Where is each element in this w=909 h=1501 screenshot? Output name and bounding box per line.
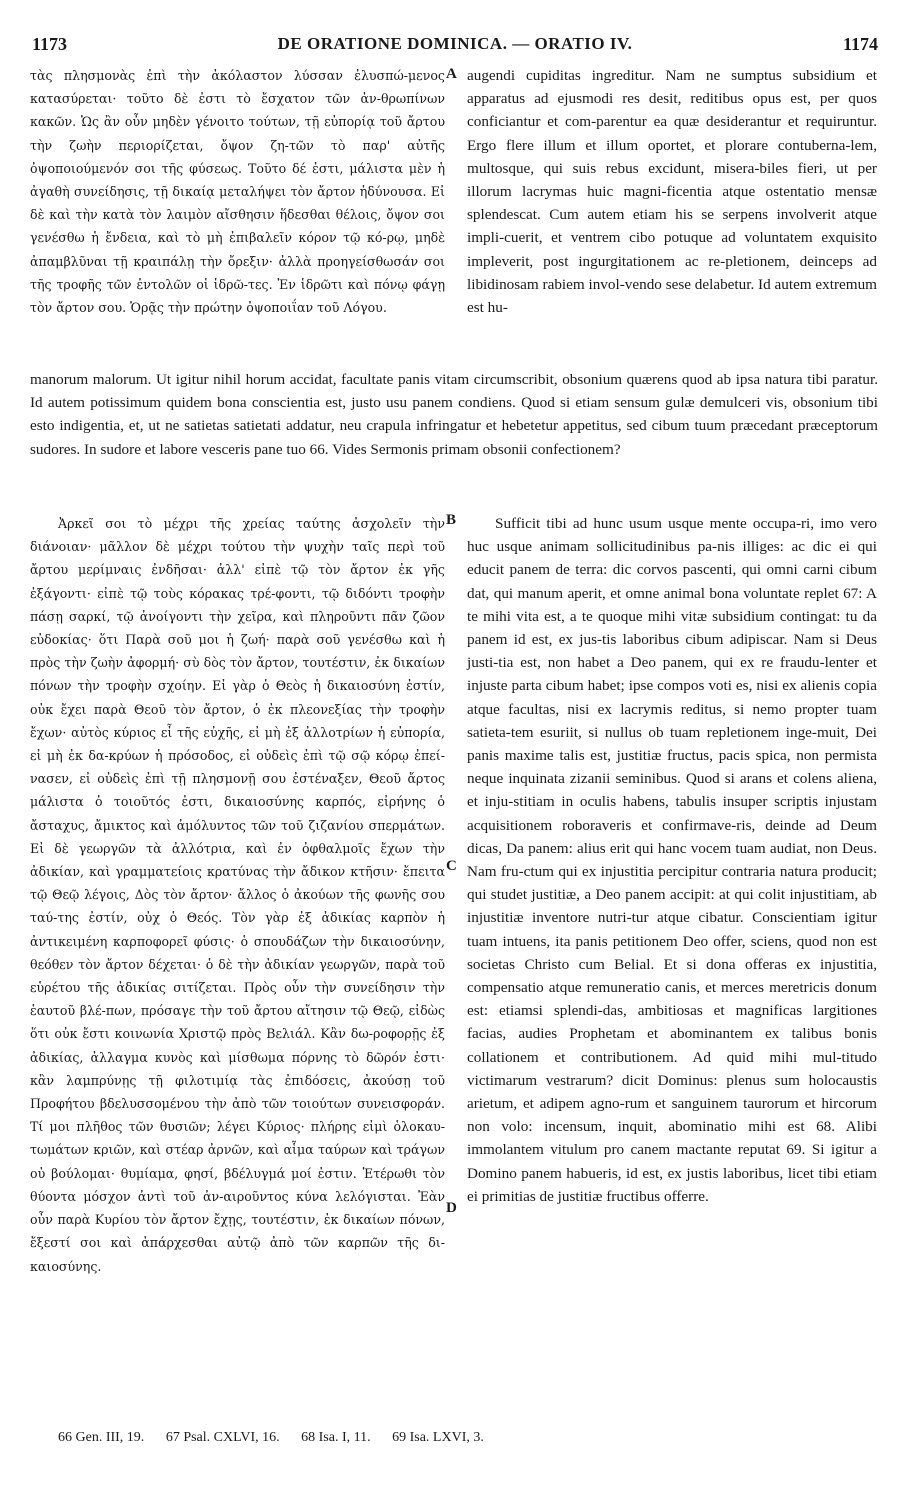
- latin-text-section2: Sufficit tibi ad hunc usum usque mente occupa-ri, imo vero huc usque animam sollicitudinibus pa-nis illiges: ac dic ei qui educit panem de terra: dic corvos pascenti, qui omni carni cibum dat, qui manum aperit, et omne animal bona voluntate replet 67: A te mihi vita est, a te quoque mihi vitæ subsidium contingat: tu da panem id est, ex jus-tis laboribus cibum adipiscar. Nam si Deus justi-tia est, non habet a Deo panem, qui ex re fraudu-lenter et injuste parta cibum habet; ipse compos voti es, nisi ex alienis copia atque facultas, nisi ex lacrymis reditus, si nemo propter tuam satieta-tem esuriit, si nullus ob tuam repletionem inge-muit, Dei panis maxime talis est, justitiæ fructus, pacis spica, non permista neque inquinata zizanii seminibus. Quod si arans et colens aliena, et inju-stitiam in oculis habens, tabulis insuper scriptis injustam acquisitionem roboraveris et confirmave-ris, deinde ad Deum dicas, Da panem: alius erit qui hanc vocem tuam audiat, non Deus. Nam fru-ctum qui ex injustitia percipitur contraria natura producit; qui studet justitiæ, a Deo panem accipit: at qui colit injustitiam, ab injustitiæ inventore nutri-tur atque cibatur. Conscientiam igitur tuam intuens, ita panis petitionem Deo offer, sciens, quod non est societas Christo cum Belial. Et si dona offeras ex injustitia, compensatio atque remuneratio canis, et merces meretricis donum est: etiamsi splendi-das, ambitiosas et magnificas largitiones facias, audies Prophetam et abominantem ex talibus bonis collationem et contributionem. Ad quid mihi mul-titudo victimarum vestrarum? dicit Dominus: plenus sum holocaustis arietum, et adipem agno-rum et sanguinem taurorum et hircorum non volo: incensum, inquit, abominatio mihi est 68. Alibi immolantem vitulum pro canem mactante reputat 69. Si igitur a Domino panem habueris, id est, ex justis laboribus, licet tibi etiam ei primitias de justitiæ fructibus offerre.: [467, 515, 877, 1205]
- page-number-right: 1174: [842, 34, 878, 54]
- footnotes: [58, 1430, 878, 1446]
- full-width-paragraph: [30, 368, 878, 461]
- page-number-left: 1173: [32, 34, 68, 54]
- footnote-68: 68 Isa. I, 11.: [301, 1430, 371, 1445]
- greek-text-section2: Ἀρκεῖ σοι τὸ μέχρι τῆς χρείας ταύτης ἀσχολεῖν τὴν διάνοιαν· μᾶλλον δὲ μέχρι τούτου τὴν ψυχὴν ταῖς περὶ τοῦ ἄρτου μερίμναις ἐνδῆσαι· ἀλλ' εἰπὲ τῷ τὸν ἄρτον ἐκ γῆς ἐξάγοντι· εἰπὲ τῷ τοὺς κόρακας τρέ-φοντι, τῷ διδόντι τροφὴν πάσῃ σαρκί, τῷ ἀνοίγοντι τὴν χεῖρα, καὶ πληροῦντι πᾶν ζῶον εὐδοκίας· ὅτι Παρὰ σοῦ μοι ἡ ζωή· παρὰ σοῦ γενέσθω καὶ ἡ πρὸς τὴν ζωὴν ἀφορμή· σὺ δὸς τὸν ἄρτον, τουτέστιν, ἐκ δικαίων πόνων τὴν τροφὴν σχοίην. Εἰ γὰρ ὁ Θεὸς ἡ δικαιοσύνη ἐστίν, οὐκ ἔχει παρὰ Θεοῦ τὸν ἄρτον, ὁ ἐκ πλεονεξίας τὴν τροφὴν ἔχων· αὐτὸς κύριος εἶ τῆς εὐχῆς, εἰ μὴ ἐξ ἀλλοτρίων ἡ εὐπορία, εἰ μὴ ἐκ δα-κρύων ἡ πρόσοδος, εἰ οὐδεὶς ἐπὶ τῷ σῷ κόρῳ ἐπεί-νασεν, εἰ οὐδεὶς ἐπὶ τῇ πλησμονῇ σου ἐστέναξεν, Θεοῦ ἄρτος μάλιστα ὁ τοιοῦτός ἐστι, δικαιοσύνης καρπός, εἰρήνης ὁ ἄσταχυς, ἄμικτος καὶ ἀμόλυντος τῶν τοῦ ζιζανίου σπερμάτων. Εἰ δὲ γεωργῶν τὰ ἀλλότρια, καὶ ἐν ὀφθαλμοῖς ἔχων τὴν ἀδικίαν, καὶ γραμματείοις κρατύνας τὴν ἄδικον κτῆσιν· ἔπειτα τῷ Θεῷ λέγοις, Δὸς τὸν ἄρτον· ἄλλος ὁ ἀκούων τῆς φωνῆς σου ταύ-της ἐστίν, οὐχ ὁ Θεός. Τὸν γὰρ ἐξ ἀδικίας καρπὸν ἡ ἀντικειμένη καρποφορεῖ φύσις· ὁ σπουδάζων τὴν δικαιοσύνην, θεόθεν τὸν ἄρτον δέχεται· ὁ δὲ τὴν ἀδικίαν γεωργῶν, παρὰ τοῦ εὑρέτου τῆς ἀδικίας σιτίζεται. Πρὸς οὖν τὴν συνείδησιν τὴν ἑαυτοῦ βλέ-πων, πρόσαγε τὴν τοῦ ἄρτου αἴτησιν τῷ Θεῷ, εἰδὼς ὅτι οὐκ ἔστι κοινωνία Χριστῷ πρὸς Βελιάλ. Κἂν δω-ροφορῇς ἐξ ἀδικίας, ἀλλαγμα κυνὸς καὶ μίσθωμα πόρνης τὸ δῶρόν ἐστι· κἂν λαμπρύνῃς τῇ φιλοτιμίᾳ τὰς ἐπιδόσεις, ἀκούσῃ τοῦ Προφήτου βδελυσσομένου τὴν ἀπὸ τῶν τοιούτων συνεισφοράν. Τί μοι πλῆθος τῶν θυσιῶν; λέγει Κύριος· πλήρης εἰμὶ ὁλοκαυ-τωμάτων κριῶν, καὶ στέαρ ἀρνῶν, καὶ αἷμα ταύρων καὶ τράγων οὐ βούλομαι· θυμίαμα, φησί, βδέλυγμά μοί ἐστιν. Ἑτέρωθι τὸν θύοντα μόσχον ἀντὶ τοῦ ἀν-αιροῦντος κύνα λελόγισται. Ἐὰν οὖν παρὰ Κυρίου τὸν ἄρτον ἔχῃς, τουτέστιν, ἐκ δικαίων πόνων, ἔξεστί σοι καὶ ἀπάρχεσθαι αὐτῷ ἀπὸ τῶν καρπῶν τῆς δι-καιοσύνης.: [30, 516, 445, 1274]
- margin-marker-a: A: [446, 66, 457, 82]
- margin-marker-b: B: [446, 512, 457, 528]
- margin-marker-d: D: [446, 1200, 457, 1216]
- latin-text-section1: augendi cupiditas ingreditur. Nam ne sumptus subsidium et apparatus ad ejusmodi res desit, reditibus opus est, per quos conficiantur et com-parentur ea quæ desiderantur et requiruntur. Ergo flere illum et illum oportet, et plorare contuberna-lem, multosque, qui suis rebus excidunt, misera-biles fieri, ut per illorum lacrymas huic magni-ficentia atque ostentatio mensæ splendescat. Cum autem etiam his se serpens involverit atque impli-cuerit, et ventrem cibo potuque ad voluntatem exquisito impleverit, post ingurgitationem ac re-pletionem, deinceps ad libidinosam rabiem invol-vendo sese delabetur. Id autem extremum est hu-: [467, 67, 877, 317]
- footnote-66: 66 Gen. III, 19.: [58, 1430, 145, 1445]
- footnote-69: 69 Isa. LXVI, 3.: [392, 1430, 484, 1445]
- greek-column-section1: [30, 64, 445, 319]
- running-title: DE ORATIONE DOMINICA. — ORATIO IV.: [277, 34, 633, 53]
- margin-marker-c: C: [446, 858, 457, 874]
- greek-column-section2: [30, 512, 445, 1278]
- greek-text-section1: τὰς πλησμονὰς ἐπὶ τὴν ἀκόλαστον λύσσαν ἐλυσπώ-μενος κατασύρεται· τοῦτο δὲ ἐστι τὸ ἔσχατον τῶν ἀν-θρωπίνων κακῶν. Ὡς ἂν οὖν μηδὲν γένοιτο τούτων, τῇ εὐπορίᾳ τοῦ ἄρτου τὴν ζωὴν περιορίζεται, ὄψον ζη-τῶν τὸ παρ' αὐτῆς ὀψοποιούμενόν σοι τῆς φύσεως. Τοῦτο δέ ἐστι, μάλιστα μὲν ἡ ἀγαθὴ συνείδησις, τῇ δικαίᾳ μεταλήψει τὸν ἄρτον ἡδύνουσα. Εἰ δὲ καὶ τὴν κατὰ τὸν λαιμὸν αἴσθησιν ἥδεσθαι θέλοις, ὄψον σοι γενέσθω ἡ ἔνδεια, καὶ τὸ μὴ ἐπιβαλεῖν κόρον τῷ κό-ρῳ, μηδὲ ἀπαμβλῦναι τῇ κραιπάλῃ τὴν ὄρεξιν· ἀλλὰ προηγείσθωσάν σοι τῆς τροφῆς τῶν ἐντολῶν οἱ ἱδρῶ-τες. Ἐν ἱδρῶτι καὶ πόνῳ φάγῃ τὸν ἄρτον σου. Ὁρᾷς τὴν πρώτην ὀψοποιΐαν τοῦ Λόγου.: [30, 68, 445, 316]
- full-width-text: manorum malorum. Ut igitur nihil horum accidat, facultate panis vitam circumscribit, obsonium quærens quod ab ipsa natura tibi paratur. Id autem potissimum quidem bona conscientia est, justo usu panem condiens. Quod si etiam sensum gulæ demulceri vis, obsonium tibi esto indigentia, et, ut ne satietas satietati addatur, neu crapula infringatur et hebetetur appetitus, sed cibum tuum præcedant præceptorum sudores. In sudore et labore vesceris pane tuo 66. Vides Sermonis primam obsonii confectionem?: [30, 371, 878, 458]
- running-header: [30, 30, 880, 58]
- latin-column-section2: [467, 512, 877, 1208]
- footnote-67: 67 Psal. CXLVI, 16.: [165, 1430, 280, 1445]
- latin-column-section1: [467, 64, 877, 319]
